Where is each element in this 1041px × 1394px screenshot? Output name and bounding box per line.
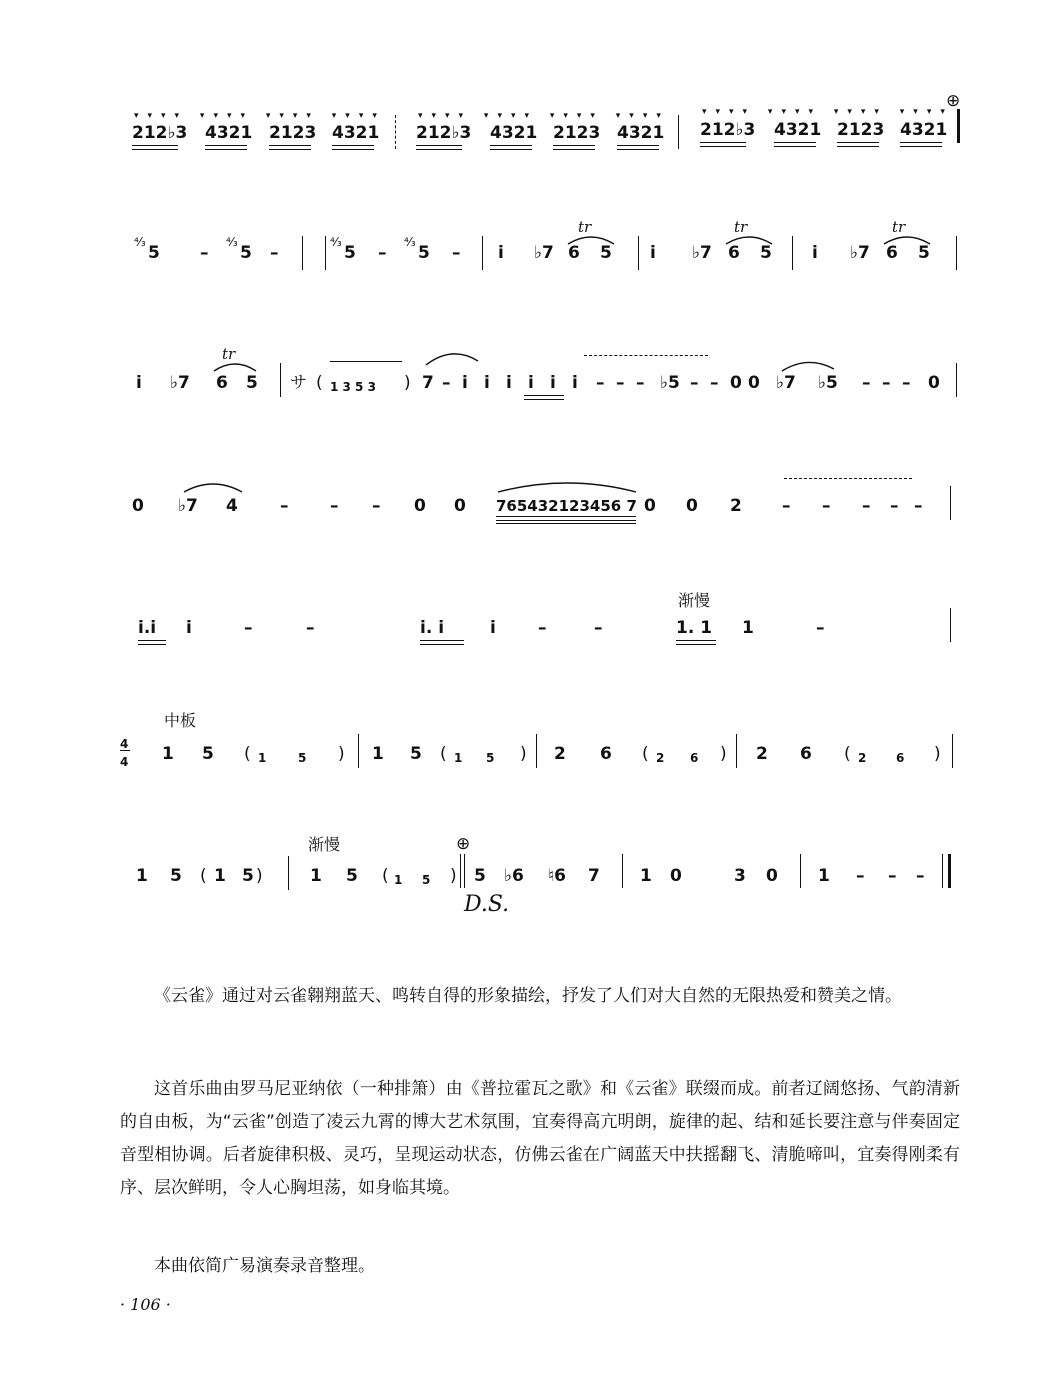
beam bbox=[837, 142, 879, 147]
note: ♭7 bbox=[178, 496, 198, 516]
dash: – bbox=[372, 496, 381, 516]
note: 5 bbox=[344, 243, 356, 263]
barline bbox=[948, 854, 951, 888]
note: ♭7 bbox=[850, 243, 870, 263]
dash: – bbox=[862, 496, 871, 516]
tempo-mark: 渐慢 bbox=[678, 591, 711, 610]
rest: 0 bbox=[670, 866, 682, 886]
rest: 0 bbox=[748, 373, 760, 393]
dash: – bbox=[856, 866, 865, 886]
beam bbox=[132, 145, 178, 150]
paren-open: ( bbox=[382, 866, 389, 886]
beam bbox=[332, 145, 374, 150]
paren-close: ) bbox=[720, 744, 727, 764]
dash: – bbox=[596, 373, 605, 393]
note: i bbox=[528, 373, 534, 393]
note: i. i bbox=[420, 618, 445, 638]
paren-close: ) bbox=[520, 744, 527, 764]
paren-open: ( bbox=[642, 744, 649, 764]
note: 5 bbox=[298, 751, 307, 765]
note: 6 bbox=[886, 243, 898, 263]
note: i bbox=[490, 618, 496, 638]
grace-note: ⁴⁄₃ bbox=[226, 235, 238, 249]
barline bbox=[942, 854, 943, 888]
paren-open: ( bbox=[316, 373, 323, 393]
barline bbox=[638, 236, 639, 270]
note: i bbox=[462, 373, 468, 393]
note: ♭7 bbox=[776, 373, 796, 393]
dash: – bbox=[244, 618, 253, 638]
note: 5 bbox=[148, 243, 160, 263]
note: 1. 1 bbox=[676, 618, 713, 638]
note-group: 4321 bbox=[774, 120, 822, 140]
barline bbox=[800, 854, 801, 888]
grace-note: ⁴⁄₃ bbox=[134, 235, 146, 249]
dash: – bbox=[280, 496, 289, 516]
score-line-5 bbox=[120, 590, 965, 680]
note: 1 bbox=[640, 866, 652, 886]
note: 1 bbox=[214, 866, 226, 886]
paren-open: ( bbox=[844, 744, 851, 764]
note: 1 bbox=[372, 744, 384, 764]
paren-open: ( bbox=[200, 866, 207, 886]
beam bbox=[617, 145, 659, 150]
note-group: 4321 bbox=[490, 123, 538, 143]
barline bbox=[956, 236, 957, 270]
note: 2 bbox=[554, 744, 566, 764]
dash: – bbox=[330, 496, 339, 516]
tempo-mark: 渐慢 bbox=[308, 835, 341, 854]
score-line-4 bbox=[120, 470, 965, 560]
note: 5 bbox=[918, 243, 930, 263]
note: i.i bbox=[138, 618, 157, 638]
dash: – bbox=[888, 866, 897, 886]
trill-mark: tr bbox=[222, 345, 236, 363]
dash: – bbox=[270, 243, 279, 263]
coda-mark: ⊕ bbox=[946, 91, 961, 111]
note: 1 bbox=[742, 618, 754, 638]
note: 1 bbox=[310, 866, 322, 886]
note: ♭7 bbox=[534, 243, 554, 263]
dash: – bbox=[594, 618, 603, 638]
beam bbox=[490, 145, 532, 150]
barline bbox=[464, 854, 465, 888]
note: 5 bbox=[486, 751, 495, 765]
coda-mark: ⊕ bbox=[456, 834, 471, 854]
note: 5 bbox=[242, 866, 254, 886]
rest: 0 bbox=[928, 373, 940, 393]
dash: – bbox=[782, 496, 791, 516]
slur bbox=[182, 478, 244, 494]
note: 2 bbox=[656, 751, 665, 765]
beam bbox=[774, 142, 816, 147]
slur bbox=[424, 349, 480, 369]
barline bbox=[536, 734, 537, 768]
score-line-1 bbox=[120, 91, 965, 185]
barline bbox=[325, 236, 326, 270]
barline bbox=[678, 115, 679, 149]
note: 1 bbox=[394, 873, 403, 887]
note: 5 bbox=[246, 373, 258, 393]
note: i bbox=[136, 373, 142, 393]
barline bbox=[460, 854, 461, 888]
rest: 0 bbox=[766, 866, 778, 886]
beam bbox=[205, 145, 247, 150]
rest: 0 bbox=[644, 496, 656, 516]
note: 6 bbox=[896, 751, 905, 765]
glissando-line bbox=[784, 478, 912, 479]
grace-note: ⁴⁄₃ bbox=[404, 235, 416, 249]
note: 6 bbox=[690, 751, 699, 765]
paren-open: ( bbox=[244, 744, 251, 764]
paren-close: ) bbox=[934, 744, 941, 764]
barline bbox=[952, 734, 953, 768]
note: 5 bbox=[760, 243, 772, 263]
rest: 0 bbox=[132, 496, 144, 516]
rest: 0 bbox=[454, 496, 466, 516]
beam bbox=[676, 640, 716, 645]
barline bbox=[957, 109, 960, 143]
beam bbox=[496, 523, 636, 524]
note: 6 bbox=[216, 373, 228, 393]
note: ♭5 bbox=[660, 373, 680, 393]
note-group: 4321 bbox=[205, 123, 253, 143]
tempo-mark: 中板 bbox=[164, 711, 197, 730]
barline bbox=[288, 856, 289, 890]
paren-close: ) bbox=[450, 866, 457, 886]
trill-mark: tr bbox=[578, 218, 592, 236]
dash: – bbox=[378, 243, 387, 263]
slur bbox=[212, 359, 258, 373]
note: 5 bbox=[170, 866, 182, 886]
note: 4 bbox=[226, 496, 238, 516]
note: ♭7 bbox=[692, 243, 712, 263]
beam bbox=[420, 640, 464, 645]
note-group: 4321 bbox=[900, 120, 948, 140]
upper-dots: ▾▾▾▾ ▾▾▾▾ ▾▾▾▾ ▾▾▾▾ bbox=[418, 111, 670, 121]
dash: – bbox=[616, 373, 625, 393]
note: 7 bbox=[422, 373, 434, 393]
page-number-footer: · 106 · bbox=[120, 1295, 171, 1314]
paragraph: 这首乐曲由罗马尼亚纳依（一种排箫）由《普拉霍瓦之歌》和《云雀》联缀而成。前者辽阔悠扬、气韵清新的自由板，为“云雀”创造了凌云九霄的博大艺术氛围，宜奏得高亢明朗，旋律的起、结和延长要注意与伴奏固定音型相协调。后者旋律积极、灵巧，呈现运动状态，仿佛云雀在广阔蓝天中扶摇翻飞、清脆啼叫，宜奏得刚柔有序、层次鲜明，令人心胸坦荡，如身临其境。 bbox=[120, 1079, 960, 1198]
note: i bbox=[484, 373, 490, 393]
score-line-3 bbox=[120, 343, 965, 433]
note: 1 bbox=[162, 744, 174, 764]
note: i bbox=[650, 243, 656, 263]
paren-open: ( bbox=[440, 744, 447, 764]
note: 6 bbox=[600, 744, 612, 764]
score-line-2 bbox=[120, 218, 965, 308]
note: 6 bbox=[800, 744, 812, 764]
trill-mark: tr bbox=[734, 218, 748, 236]
note: 6 bbox=[728, 243, 740, 263]
upper-dots: ▾▾▾▾ ▾▾▾▾ ▾▾▾▾ ▾▾▾▾ bbox=[702, 107, 954, 117]
time-signature-top: 4 bbox=[120, 737, 129, 751]
barline bbox=[956, 363, 957, 397]
note: 1 bbox=[454, 751, 463, 765]
time-signature-bottom: 4 bbox=[120, 755, 129, 769]
grace-note: ⁴⁄₃ bbox=[330, 235, 342, 249]
dash: – bbox=[538, 618, 547, 638]
note-group: 212♭3 bbox=[700, 120, 756, 140]
barline bbox=[950, 486, 951, 520]
note: 5 bbox=[202, 744, 214, 764]
note: ♭5 bbox=[818, 373, 838, 393]
beam bbox=[700, 142, 746, 147]
note: 6 bbox=[568, 243, 580, 263]
dash: – bbox=[862, 373, 871, 393]
note: 7 bbox=[588, 866, 600, 886]
beam bbox=[524, 395, 564, 400]
dash: – bbox=[882, 373, 891, 393]
glissando-line bbox=[584, 355, 708, 356]
beam bbox=[269, 145, 311, 150]
dash: – bbox=[914, 496, 923, 516]
note: i bbox=[572, 373, 578, 393]
tuplet-bracket bbox=[330, 361, 402, 362]
note-group: 4321 bbox=[617, 123, 665, 143]
note: 5 bbox=[474, 866, 486, 886]
note: 5 bbox=[240, 243, 252, 263]
note: 5 bbox=[410, 744, 422, 764]
note: 5 bbox=[600, 243, 612, 263]
rest: 0 bbox=[686, 496, 698, 516]
note: i bbox=[812, 243, 818, 263]
note: 1 bbox=[136, 866, 148, 886]
paragraph: 《云雀》通过对云雀翱翔蓝天、鸣转自得的形象描绘，抒发了人们对大自然的无限热爱和赞美之情。 bbox=[154, 986, 902, 1006]
dal-segno: D.S. bbox=[464, 892, 510, 917]
accompaniment-figure: 1 3 5 3 bbox=[330, 380, 376, 394]
note: 2 bbox=[730, 496, 742, 516]
dash: – bbox=[200, 243, 209, 263]
note: 1 bbox=[258, 751, 267, 765]
upper-dots: ▾▾▾▾ ▾▾▾▾ ▾▾▾▾ ▾▾▾▾ bbox=[134, 111, 386, 121]
barline bbox=[302, 236, 303, 270]
note: 1 bbox=[818, 866, 830, 886]
note: i bbox=[498, 243, 504, 263]
paren-close: ) bbox=[256, 866, 263, 886]
slur bbox=[496, 478, 638, 494]
dash: – bbox=[822, 496, 831, 516]
note: 3 bbox=[734, 866, 746, 886]
note: 5 bbox=[418, 243, 430, 263]
slur bbox=[780, 357, 836, 373]
paren-close: ) bbox=[404, 373, 411, 393]
paren-close: ) bbox=[338, 744, 345, 764]
note: ♭6 bbox=[504, 866, 524, 886]
note-group: 4321 bbox=[332, 123, 380, 143]
note: i bbox=[550, 373, 556, 393]
rest: 0 bbox=[414, 496, 426, 516]
barline bbox=[482, 236, 483, 270]
note: 5 bbox=[346, 866, 358, 886]
time-signature-line bbox=[120, 750, 130, 751]
rest: 0 bbox=[730, 373, 742, 393]
dash: – bbox=[902, 373, 911, 393]
barline bbox=[736, 734, 737, 768]
dash: – bbox=[306, 618, 315, 638]
score-line-6 bbox=[120, 708, 965, 798]
beam bbox=[138, 640, 166, 645]
run-figure: 765432123456 7 bbox=[496, 497, 637, 515]
note: 2 bbox=[756, 744, 768, 764]
note: ♮6 bbox=[548, 866, 566, 886]
free-tempo-mark: サ bbox=[290, 373, 307, 393]
trill-mark: tr bbox=[892, 218, 906, 236]
score-line-7 bbox=[120, 828, 965, 918]
note: 5 bbox=[422, 873, 431, 887]
note-group: 2123 bbox=[269, 123, 317, 143]
note: 2 bbox=[858, 751, 867, 765]
dash: – bbox=[442, 373, 451, 393]
note-group: 2123 bbox=[553, 123, 601, 143]
beam bbox=[900, 142, 942, 147]
dash: – bbox=[816, 618, 825, 638]
dash: – bbox=[636, 373, 645, 393]
barline bbox=[395, 115, 396, 149]
barline bbox=[792, 236, 793, 270]
note: i bbox=[506, 373, 512, 393]
dash: – bbox=[452, 243, 461, 263]
dash: – bbox=[890, 496, 899, 516]
note-group: 212♭3 bbox=[416, 123, 472, 143]
beam bbox=[416, 145, 462, 150]
note-group: 212♭3 bbox=[132, 123, 188, 143]
dash: – bbox=[690, 373, 699, 393]
barline bbox=[280, 363, 281, 397]
paragraph: 本曲依简广易演奏录音整理。 bbox=[154, 1256, 375, 1276]
beam bbox=[553, 145, 595, 150]
note: i bbox=[186, 618, 192, 638]
dash: – bbox=[916, 866, 925, 886]
dash: – bbox=[710, 373, 719, 393]
beam bbox=[496, 516, 636, 521]
note: ♭7 bbox=[170, 373, 190, 393]
barline bbox=[622, 854, 623, 888]
barline bbox=[358, 734, 359, 768]
note-group: 2123 bbox=[837, 120, 885, 140]
barline bbox=[950, 608, 951, 642]
